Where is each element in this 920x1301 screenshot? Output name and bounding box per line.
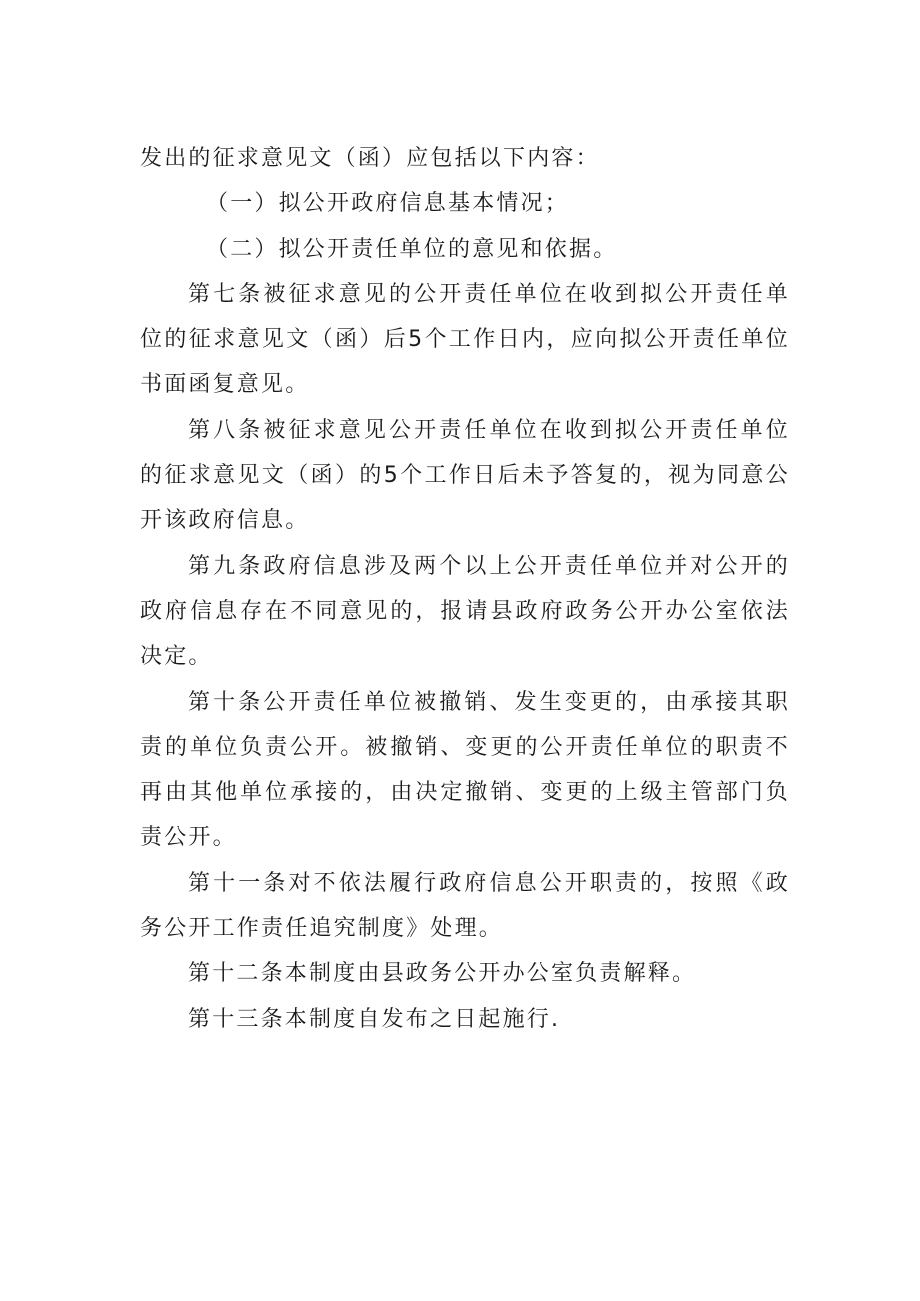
article-10: 第十条公开责任单位被撤销、发生变更的，由承接其职责的单位负责公开。被撤销、变更的公开责任单位的职责不再由其他单位承接的，由决定撤销、变更的上级主管部门负责公开。 [140,689,790,851]
article-12: 第十二条本制度由县政务公开办公室负责解释。 [188,961,697,987]
document-body [140,136,790,1042]
list-item-2: （二）拟公开责任单位的意见和依据。 [206,236,618,262]
article-13: 第十三条本制度自发布之日起施行. [188,1006,561,1032]
article-7: 第七条被征求意见的公开责任单位在收到拟公开责任单位的征求意见文（函）后5个工作日内，应向拟公开责任单位书面函复意见。 [140,281,790,398]
article-11: 第十一条对不依法履行政府信息公开职责的，按照《政务公开工作责任追究制度》处理。 [140,870,790,942]
paragraph-intro: 发出的征求意见文（函）应包括以下内容： [140,146,600,171]
article-8: 第八条被征求意见公开责任单位在收到拟公开责任单位的征求意见文（函）的5个工作日后未予答复的，视为同意公开该政府信息。 [140,417,790,534]
list-item-1: （一）拟公开政府信息基本情况； [206,191,570,217]
article-9: 第九条政府信息涉及两个以上公开责任单位并对公开的政府信息存在不同意见的，报请县政府政务公开办公室依法决定。 [140,553,790,670]
